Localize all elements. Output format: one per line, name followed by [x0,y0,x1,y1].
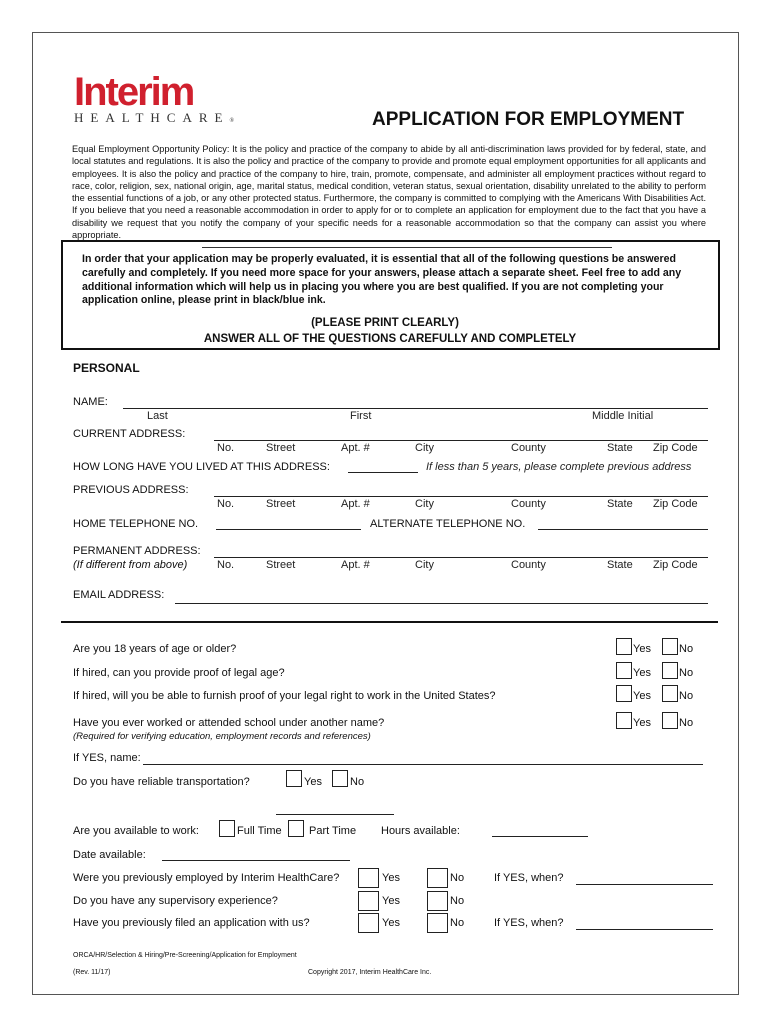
q-transport-label: Do you have reliable transportation? [73,776,250,788]
address-street-caption: Street [266,442,296,454]
prev-county-caption: County [511,498,546,510]
q18-label: Are you 18 years of age or older? [73,643,237,655]
prev-application-yes-checkbox[interactable] [358,913,379,933]
prev-street-caption: Street [266,498,296,510]
other-name-yes-checkbox[interactable] [616,712,632,729]
legal-right-yes-checkbox[interactable] [616,685,632,702]
full-time-checkbox[interactable] [219,820,235,837]
other-name-yes-label: Yes [633,717,651,729]
legal-age-yes-checkbox[interactable] [616,662,632,679]
name-field[interactable] [123,408,708,409]
q-prev-employed-label: Were you previously employed by Interim HealthCare? [73,872,340,884]
prev-city-caption: City [415,498,434,510]
transport-yes-label: Yes [304,776,322,788]
if-yes-name-label: If YES, name: [73,752,141,764]
prev-employed-when-field[interactable] [576,884,713,885]
perm-city-caption: City [415,559,434,571]
previous-address-label: PREVIOUS ADDRESS: [73,484,189,496]
address-zip-caption: Zip Code [653,442,698,454]
prev-employed-yes-label: Yes [382,872,400,884]
first-name-caption: First [350,410,372,422]
address-apt-caption: Apt. # [341,442,370,454]
prev-application-yes-label: Yes [382,917,400,929]
notice-text: In order that your application may be properly evaluated, it is essential that all of the following questions be answered carefully and completely. If you need more space for your answers, please attach a separate sheet. Feel free to add any additional information which will help us in placing you where you are best qualified. If you are not completing your application online, please print in black/blue ink. [82,253,682,307]
middle-initial-caption: Middle Initial [592,410,654,422]
company-logo [74,72,193,112]
transport-underline [276,814,394,815]
q18-yes-checkbox[interactable] [616,638,632,655]
legal-right-no-checkbox[interactable] [662,685,678,702]
name-label: NAME: [73,396,108,408]
q-other-name-label: Have you ever worked or attended school under another name? [73,717,385,729]
if-different-note: (If different from above) [73,559,188,571]
current-address-label: CURRENT ADDRESS: [73,428,186,440]
legal-age-yes-label: Yes [633,667,651,679]
perm-apt-caption: Apt. # [341,559,370,571]
prev-no-caption: No. [217,498,235,510]
q18-yes-label: Yes [633,643,651,655]
part-time-checkbox[interactable] [288,820,304,837]
print-clearly-heading: (PLEASE PRINT CLEARLY) [311,317,459,329]
supervisory-no-checkbox[interactable] [427,891,448,911]
other-name-note: (Required for verifying education, employment records and references) [73,731,371,742]
logo-name: Interim [74,70,194,114]
hours-available-field[interactable] [492,836,588,837]
prev-application-when-label: If YES, when? [494,917,564,929]
if-yes-name-field[interactable] [143,764,703,765]
supervisory-no-label: No [450,895,465,907]
legal-age-no-label: No [679,667,694,679]
alt-phone-field[interactable] [538,529,708,530]
home-phone-label: HOME TELEPHONE NO. [73,518,199,530]
alt-phone-label: ALTERNATE TELEPHONE NO. [370,518,526,530]
prev-zip-caption: Zip Code [653,498,698,510]
permanent-address-label: PERMANENT ADDRESS: [73,545,201,557]
footer-path: ORCA/HR/Selection & Hiring/Pre-Screening/Application for Employment [73,952,297,959]
permanent-address-field[interactable] [214,557,708,558]
address-no-caption: No. [217,442,235,454]
q-prev-application-label: Have you previously filed an application with us? [73,917,310,929]
prev-state-caption: State [607,498,633,510]
footer-revision: (Rev. 11/17) [73,969,111,976]
logo-sub-text: HEALTHCARE [74,110,230,125]
less-than-5-years-note: If less than 5 years, please complete previous address [426,461,692,473]
page-title: APPLICATION FOR EMPLOYMENT [372,109,685,130]
perm-zip-caption: Zip Code [653,559,698,571]
hours-available-label: Hours available: [381,825,460,837]
email-label: EMAIL ADDRESS: [73,589,165,601]
address-county-caption: County [511,442,546,454]
perm-street-caption: Street [266,559,296,571]
transport-no-label: No [350,776,365,788]
q-legal-age-label: If hired, can you provide proof of legal age? [73,667,285,679]
current-address-field[interactable] [214,440,708,441]
part-time-label: Part Time [309,825,357,837]
answer-all-heading: ANSWER ALL OF THE QUESTIONS CAREFULLY AND COMPLETELY [203,333,577,345]
registered-mark: ® [229,118,235,124]
section-divider [61,621,718,623]
other-name-no-checkbox[interactable] [662,712,678,729]
q-supervisory-label: Do you have any supervisory experience? [73,895,278,907]
prev-employed-when-label: If YES, when? [494,872,564,884]
q-legal-right-label: If hired, will you be able to furnish proof of your legal right to work in the United States? [73,690,496,702]
personal-section-heading: PERSONAL [73,361,140,375]
transport-no-checkbox[interactable] [332,770,348,787]
prev-employed-no-label: No [450,872,465,884]
prev-application-no-label: No [450,917,465,929]
legal-right-no-label: No [679,690,694,702]
prev-employed-yes-checkbox[interactable] [358,868,379,888]
how-long-label: HOW LONG HAVE YOU LIVED AT THIS ADDRESS: [73,461,330,473]
q18-no-label: No [679,643,694,655]
email-field[interactable] [175,603,708,604]
logo-subtitle [74,110,234,126]
supervisory-yes-checkbox[interactable] [358,891,379,911]
how-long-field[interactable] [348,472,418,473]
date-available-label: Date available: [73,849,146,861]
footer-copyright: Copyright 2017, Interim HealthCare Inc. [308,969,432,976]
prev-apt-caption: Apt. # [341,498,370,510]
perm-state-caption: State [607,559,633,571]
legal-right-yes-label: Yes [633,690,651,702]
supervisory-yes-label: Yes [382,895,400,907]
prev-application-when-field[interactable] [576,929,713,930]
q18-no-checkbox[interactable] [662,638,678,655]
address-state-caption: State [607,442,633,454]
address-city-caption: City [415,442,434,454]
date-available-field[interactable] [162,860,350,861]
perm-county-caption: County [511,559,546,571]
notice-separator [202,247,612,248]
q-available-label: Are you available to work: [73,825,199,837]
legal-age-no-checkbox[interactable] [662,662,678,679]
prev-employed-no-checkbox[interactable] [427,868,448,888]
prev-application-no-checkbox[interactable] [427,913,448,933]
transport-yes-checkbox[interactable] [286,770,302,787]
home-phone-field[interactable] [216,529,361,530]
previous-address-field[interactable] [214,496,708,497]
other-name-no-label: No [679,717,694,729]
eeo-policy-text: Equal Employment Opportunity Policy: It is the policy and practice of the company to abide by all anti-discrimination laws provided for by federal, state, and local statutes and regulations. It is also the policy and practice of the company to provide and promote equal employment opportunities for all applicants and employees. It is also the policy and practice of the company to hire, train, promote, compensate, and administer all employment practices without regard to race, color, religion, sex, national origin, age, marital status, medical condition, veteran status, sexual orientation, disability unrelated to the ability to perform the essential functions of a job, or any other protected status. Furthermore, the company is committed to complying with the Americans With Disabilities Act. If you believe that you need a reasonable accommodation in order to apply for or to complete an application for employment due to the fact that you have a disability we request that you notify the company of your specific needs for a reasonable accommodation so that the company can assist you where appropriate. [72,144,706,241]
last-name-caption: Last [147,410,168,422]
full-time-label: Full Time [237,825,282,837]
perm-no-caption: No. [217,559,235,571]
